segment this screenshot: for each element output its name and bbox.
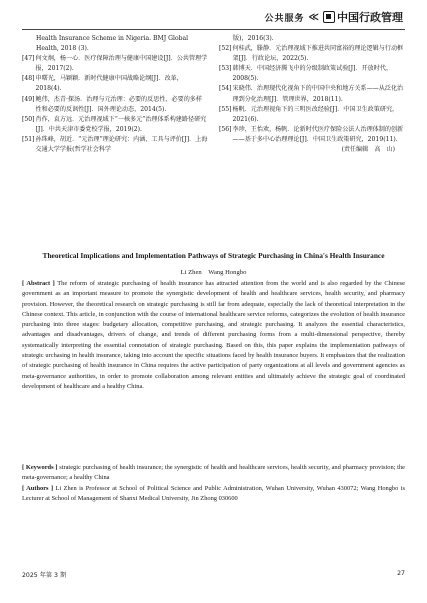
reference-text: 版)，2016(3). [233, 35, 274, 42]
reference-number: [51] [22, 135, 35, 143]
abstract-text: The reform of strategic purchasing of health insurance has attracted attention from the world and is also regarded by the Chinese government as an important measure to promote the synergistic development of health and healthcare services, health security, and pharmacy provision. However, the theoretical research on strategic purchasing is still far from adequate, especially the lack of theoretical interpretation in the Chinese context. This article, in conjunction with the course of international healthcare service reforms, categorizes the evolution of health insurance purchasing into three stages: budgetary allocation, competitive purchasing, and strategic purchasing. It analyzes the essential characteristics, advantages and disadvantages, drivers of change, and trends of different purchasing forms from a multi-dimensional perspective, thereby systematically interpreting the essential connotation of strategic purchasing. Based on this, this paper explains the implementation pathways of strategic urchasing in health insurance, taking into account the specific situations faced by health insurance buyers. It emphasizes that the realization of strategic purchasing of health insurance in China requires the active participation of party organizations at all levels and government agencies as meta-governance authorities, in order to promote collaboration among relevant entities and ultimately achieve the strategic goal of coordinated development of healthcare and a healthy China. [22, 280, 405, 390]
reference-number: [47] [22, 55, 35, 63]
authors-info-text: Li Zhen is Professor at School of Political Science and Public Administration, Wuhan University, Wuhan 430072; Wang Hongbo is Lecturer at School of Management of Shanxi Medical University, Jin Zhong 030600 [22, 485, 405, 503]
reference-number: [56] [219, 125, 232, 133]
keywords-block [22, 463, 405, 484]
reference-item [22, 115, 208, 135]
authors-info-block [22, 484, 405, 505]
english-authors: Li Zhen Wang Hongbo [180, 269, 247, 276]
reference-item [219, 64, 405, 84]
reference-item [22, 74, 208, 94]
journal-logo-icon [323, 11, 335, 23]
reference-item [22, 54, 208, 74]
reference-text: 申曙光，马颖颖．新时代健康中国战略论纲[J]．改革，2018(4). [35, 75, 183, 93]
journal-name: 中国行政管理 [337, 11, 403, 24]
issue-label: 2025 年第 3 期 [22, 572, 67, 579]
reference-text: 杨帆．元治理视角下的三明医改经验[J]．中国卫生政策研究，2021(6). [232, 105, 399, 123]
reference-item [22, 135, 208, 155]
keywords-label: [ Keywords ] [22, 464, 58, 471]
reference-text: 孙珠峰，胡近．“元治理”理论研究：内涵、工具与评价[J]．上海交通大学学报(哲学社会科学 [35, 135, 208, 154]
chevron-icon: ≪ [308, 11, 319, 23]
header-divider [22, 29, 405, 30]
reference-item [219, 84, 405, 104]
reference-item [219, 105, 405, 125]
keywords-text: strategic purchasing of health insurance; the synergistic of health and healthcare services, health security, and pharmacy provision; the meta-governance; a healthy China [22, 464, 405, 482]
reference-text: 鲍伟，杰青·探汤．治理与元治理：必要的反思性、必要的多样性和必要的反讽性[J]．国外理论动态，2014(5). [35, 95, 202, 113]
reference-text: Health Insurance Scheme in Nigeria. BMJ Global Health, 2018 (3). [36, 35, 189, 53]
abstract-block [22, 279, 405, 392]
reference-item [22, 95, 208, 115]
reference-text: 肖作，袁方远．元治理视域下“一核多元”治理体系构建路径研究[J]．中共天津市委党校学报，2019(2). [35, 115, 207, 133]
page-footer [22, 570, 405, 579]
reference-number: [53] [219, 65, 232, 73]
reference-number: [54] [219, 85, 232, 93]
english-title: Theoretical Implications and Implementation Pathways of Strategic Purchasing in China's Health Insurance [42, 251, 385, 260]
abstract-label: [ Abstract ] [22, 280, 55, 287]
reference-number: [52] [219, 45, 232, 53]
reference-text: 李珍，王怡欢，杨帆．论新时代医疗保险公法人治理体制的创新——基于多中心治理理论[J]．中国卫生政策研究，2019(11). [232, 125, 404, 143]
reference-column-left [22, 34, 208, 155]
page-header [265, 8, 403, 26]
reference-column-right [219, 34, 405, 155]
reference-item [219, 34, 405, 44]
editor-note: (责任编辑 高 山) [341, 146, 395, 154]
reference-text: 何桂武，滕静．元治理视域下推进共同富裕的理论逻辑与行动框架[J]．行政论坛，2022(5). [232, 45, 404, 63]
reference-text: 宋晓伟．治理现代化视角下的中国中央和地方关系——从泛化治理到分化治理[J]．管理世界，2018(11). [232, 85, 404, 103]
reference-number: [48] [22, 75, 35, 83]
reference-number: [50] [22, 115, 35, 123]
reference-item [219, 125, 405, 145]
reference-text: 何文炯，杨一心．医疗保障治理与健康中国建设[J]．公共管理学报，2017(2). [35, 55, 208, 73]
reference-number: [49] [22, 95, 35, 103]
reference-text: 韩博天．中国经济腾飞中的分级制政策试验[J]．开放时代，2008(5). [232, 65, 393, 83]
authors-info-label: [ Authors ] [22, 485, 54, 492]
reference-item [22, 34, 208, 54]
page-number: 27 [397, 570, 405, 577]
section-name: 公共服务 [264, 13, 305, 24]
reference-item [219, 44, 405, 64]
reference-list [22, 34, 405, 155]
journal-logo [323, 9, 403, 25]
reference-number: [55] [219, 105, 232, 113]
